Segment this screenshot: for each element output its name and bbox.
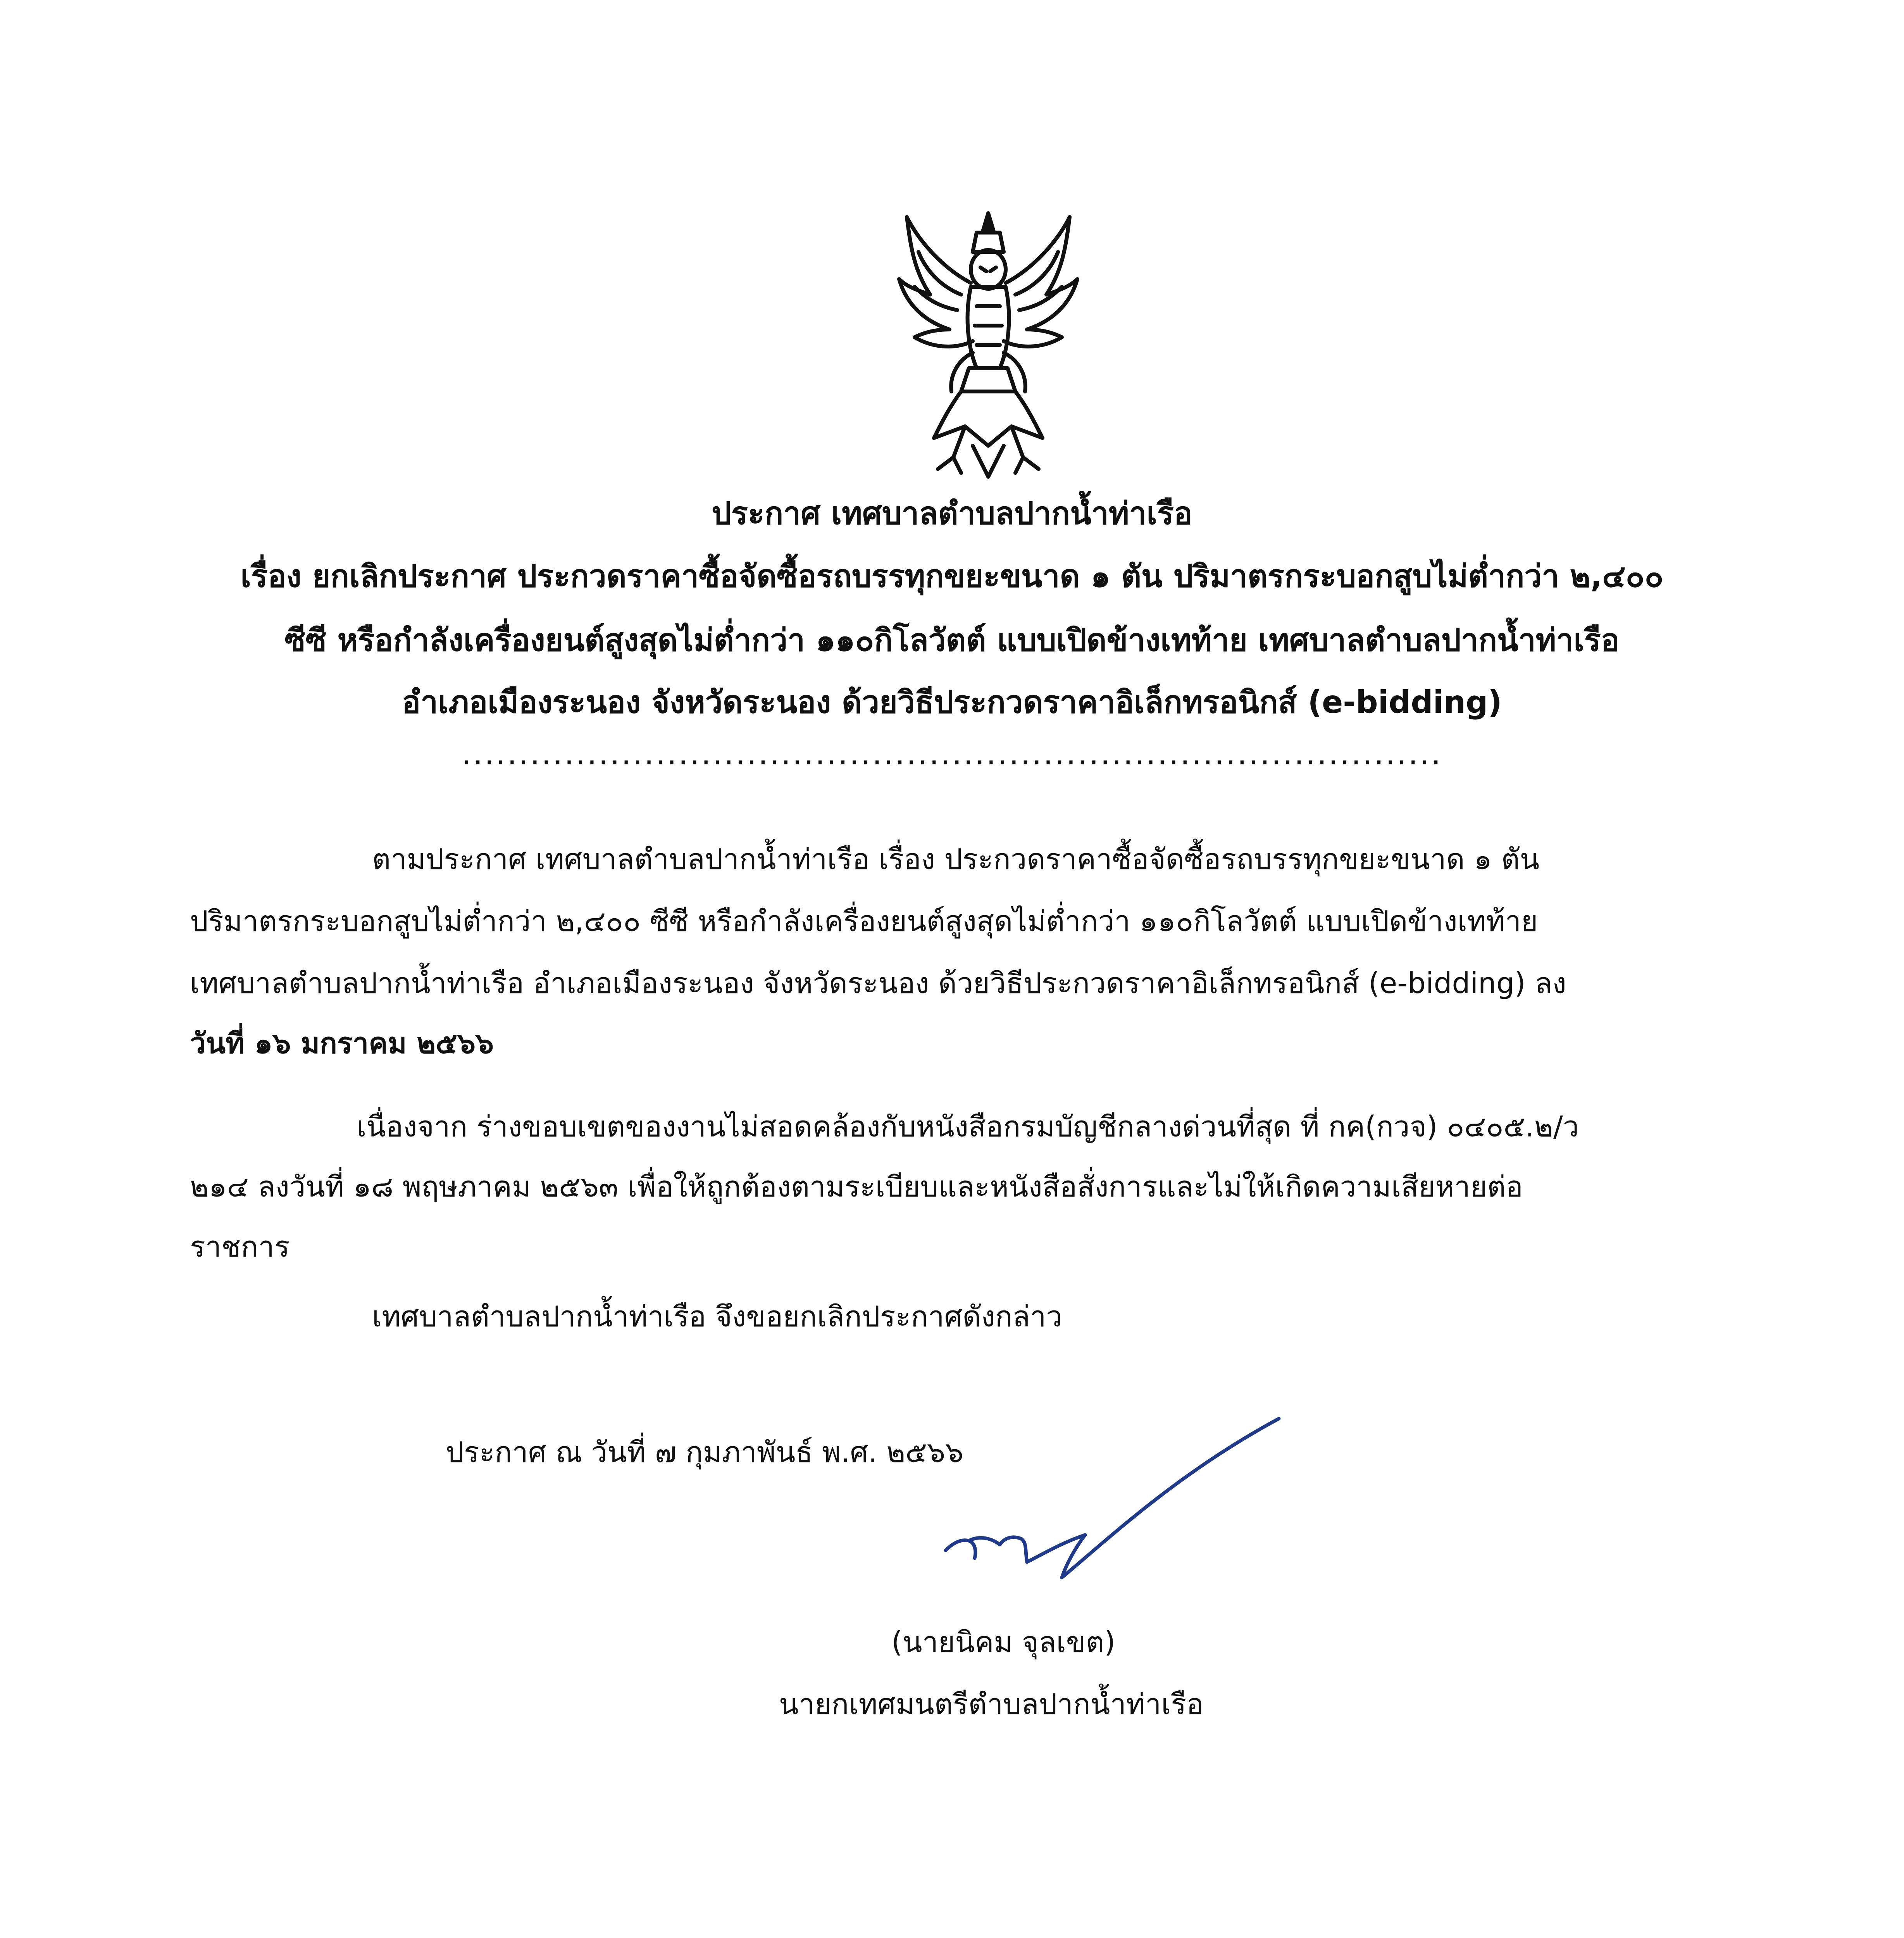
- paragraph-2-line-2: ๒๑๔ ลงวันที่ ๑๘ พฤษภาคม ๒๕๖๓ เพื่อให้ถูกต้องตามระเบียบและหนังสือสั่งการและไม่ให้เกิดความเสียหายต่อ: [190, 1170, 1523, 1203]
- announcement-title: ประกาศ เทศบาลตำบลปากน้ำท่าเรือ: [712, 495, 1192, 531]
- paragraph-2-line-3: ราชการ: [190, 1230, 290, 1264]
- paragraph-1-line-1: ตามประกาศ เทศบาลตำบลปากน้ำท่าเรือ เรื่อง ประกวดราคาซื้อจัดซื้อรถบรรทุกขยะขนาด ๑ ตัน: [372, 843, 1540, 876]
- paragraph-1-line-2: ปริมาตรกระบอกสูบไม่ต่ำกว่า ๒,๔๐๐ ซีซี หรือกำลังเครื่องยนต์สูงสุดไม่ต่ำกว่า ๑๑๐กิโลวัตต์ แบบเปิดข้างเทท้าย: [190, 905, 1538, 938]
- garuda-emblem-icon: [884, 205, 1093, 484]
- subject-line-3: อำเภอเมืองระนอง จังหวัดระนอง ด้วยวิธีประกวดราคาอิเล็กทรอนิกส์ (e-bidding): [402, 684, 1502, 720]
- subject-line-1: เรื่อง ยกเลิกประกาศ ประกวดราคาซื้อจัดซื้อรถบรรทุกขยะขนาด ๑ ตัน ปริมาตรกระบอกสูบไม่ต่ำกว่า ๒,๔๐๐: [240, 558, 1664, 594]
- paragraph-1-line-4: วันที่ ๑๖ มกราคม ๒๕๖๖: [190, 1027, 494, 1060]
- signer-name: (นายนิคม จุลเขต): [891, 1626, 1116, 1659]
- announce-date: ประกาศ ณ วันที่ ๗ กุมภาพันธ์ พ.ศ. ๒๕๖๖: [446, 1436, 964, 1469]
- signer-title: นายกเทศมนตรีตำบลปากน้ำท่าเรือ: [779, 1688, 1204, 1721]
- handwritten-signature-icon: [938, 1411, 1294, 1597]
- paragraph-1-line-3: เทศบาลตำบลปากน้ำท่าเรือ อำเภอเมืองระนอง จังหวัดระนอง ด้วยวิธีประกวดราคาอิเล็กทรอนิกส์ (e-bidding) ลง: [190, 967, 1566, 1000]
- dotted-divider: ......................................................................................: [462, 736, 1442, 772]
- subject-line-2: ซีซี หรือกำลังเครื่องยนต์สูงสุดไม่ต่ำกว่า ๑๑๐กิโลวัตต์ แบบเปิดข้างเทท้าย เทศบาลตำบลปากน้ำท่าเรือ: [284, 622, 1620, 658]
- paragraph-3: เทศบาลตำบลปากน้ำท่าเรือ จึงขอยกเลิกประกาศดังกล่าว: [372, 1300, 1063, 1333]
- paragraph-2-line-1: เนื่องจาก ร่างขอบเขตของงานไม่สอดคล้องกับหนังสือกรมบัญชีกลางด่วนที่สุด ที่ กค(กวจ) ๐๔๐๕.๒/ว: [357, 1110, 1579, 1143]
